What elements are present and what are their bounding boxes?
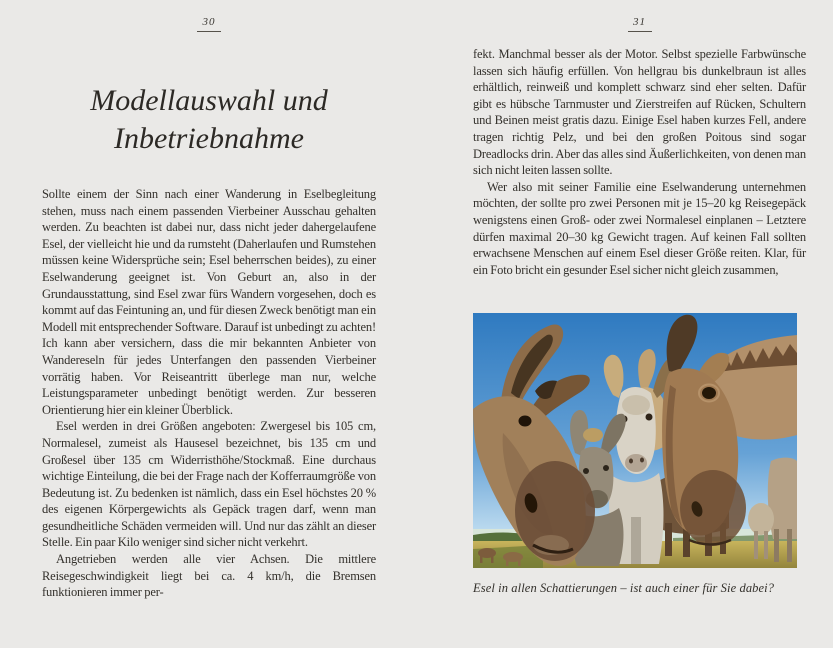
chapter-title-line2: Inbetriebnahme bbox=[114, 122, 304, 155]
folio-right bbox=[473, 16, 806, 32]
paragraph: Sollte einem der Sinn nach einer Wanderung in Eselbegleitung stehen, muss nach einem passenden Vierbeiner Ausschau gehalten werden. Zu beachten ist dabei nur, dass nicht jeder dahergelaufene Esel, der vielleicht hie und da rumsteht (Daherlaufen und Rumstehen müssen keine Widersprüche sein; Esel beherrschen beides), zu einer Eselwanderung geeignet ist. Von Geburt an, also in der Grundausstattung, sind Esel zwar fürs Wandern vorgesehen, doch es kommt auf das Feintuning an, und für diesen Zweck benötigt man ein Modell mit entsprechender Software. Darauf ist unbedingt zu achten! Ich kann aber versichern, dass die mir bekannten Anbieter von Wandereseln für jedes Unterfangen den passenden Vierbeiner vorrätig haben. Vor Reiseantritt überlege man nur, welche Leistungsparameter unbedingt benötigt werden. Zur besseren Orientierung hier ein kleiner Überblick. bbox=[42, 187, 376, 417]
page-number-right: 31 bbox=[633, 16, 646, 28]
page-right bbox=[473, 0, 806, 648]
body-text-right bbox=[473, 46, 806, 278]
folio-left bbox=[42, 16, 376, 32]
paragraph: Angetrieben werden alle vier Achsen. Die mittlere Reisegeschwindigkeit liegt bei ca. 4 km/h, die Bremsen funktionieren immer per- bbox=[42, 552, 376, 600]
page-left bbox=[42, 0, 376, 648]
paragraph: Wer also mit seiner Familie eine Eselwanderung unternehmen möchten, der sollte pro zwei Personen mit je 15–20 kg Reisegepäck wenigstens einen Groß- oder zwei Normalesel einplanen – Letztere dürfen maximal 20–30 kg Gewicht tragen. Auf keinen Fall sollten erwachsene Menschen auf einem Esel dieser Größe reiten. Klar, für ein Foto bricht ein gesunder Esel sicher nicht gleich zusammen, bbox=[473, 179, 806, 277]
chapter-title-line1: Modellauswahl und bbox=[90, 84, 328, 117]
donkeys-photo bbox=[473, 313, 797, 568]
chapter-title bbox=[32, 82, 386, 158]
paragraph: Esel werden in drei Größen angeboten: Zwergesel bis 105 cm, Normalesel, zumeist als Hausesel bezeichnet, bis 135 cm und Großesel über 135 cm Widerristhöhe/Stockmaß. Eine durchaus wichtige Einteilung, die bei der Frage nach der Kofferraumgröße von Bedeutung ist. Zu bedenken ist nämlich, dass ein Esel höchstes 20 % des eigenen Körpergewichts als Gepäck tragen darf, wenn man gesundheitliche Schäden vermeiden will. Und nur das zählt an dieser Stelle. Ein paar Kilo weniger sind sicher nicht verkehrt. bbox=[42, 419, 376, 550]
photo-caption: Esel in allen Schattierungen – ist auch einer für Sie dabei? bbox=[473, 581, 775, 595]
body-text-left bbox=[42, 186, 376, 601]
page-number-left: 30 bbox=[202, 16, 216, 28]
folio-rule-right bbox=[628, 31, 652, 32]
folio-rule-left bbox=[197, 31, 221, 32]
paragraph: fekt. Manchmal besser als der Motor. Selbst spezielle Farbwünsche lassen sich häufig erfüllen. Von hellgrau bis dunkelbraun ist alles erhältlich, reinweiß und komplett schwarz sind eher selten. Dafür gibt es hübsche Tarnmuster und Zierstreifen auf Rücken, Schultern und Beinen meist gratis dazu. Einige Esel haben kurzes Fell, andere tragen richtig Pelz, und bei den großen Poitous sind sogar Dreadlocks drin. Aber das alles sind Äußerlichkeiten, von denen man sich nicht leiten lassen sollte. bbox=[473, 47, 806, 178]
